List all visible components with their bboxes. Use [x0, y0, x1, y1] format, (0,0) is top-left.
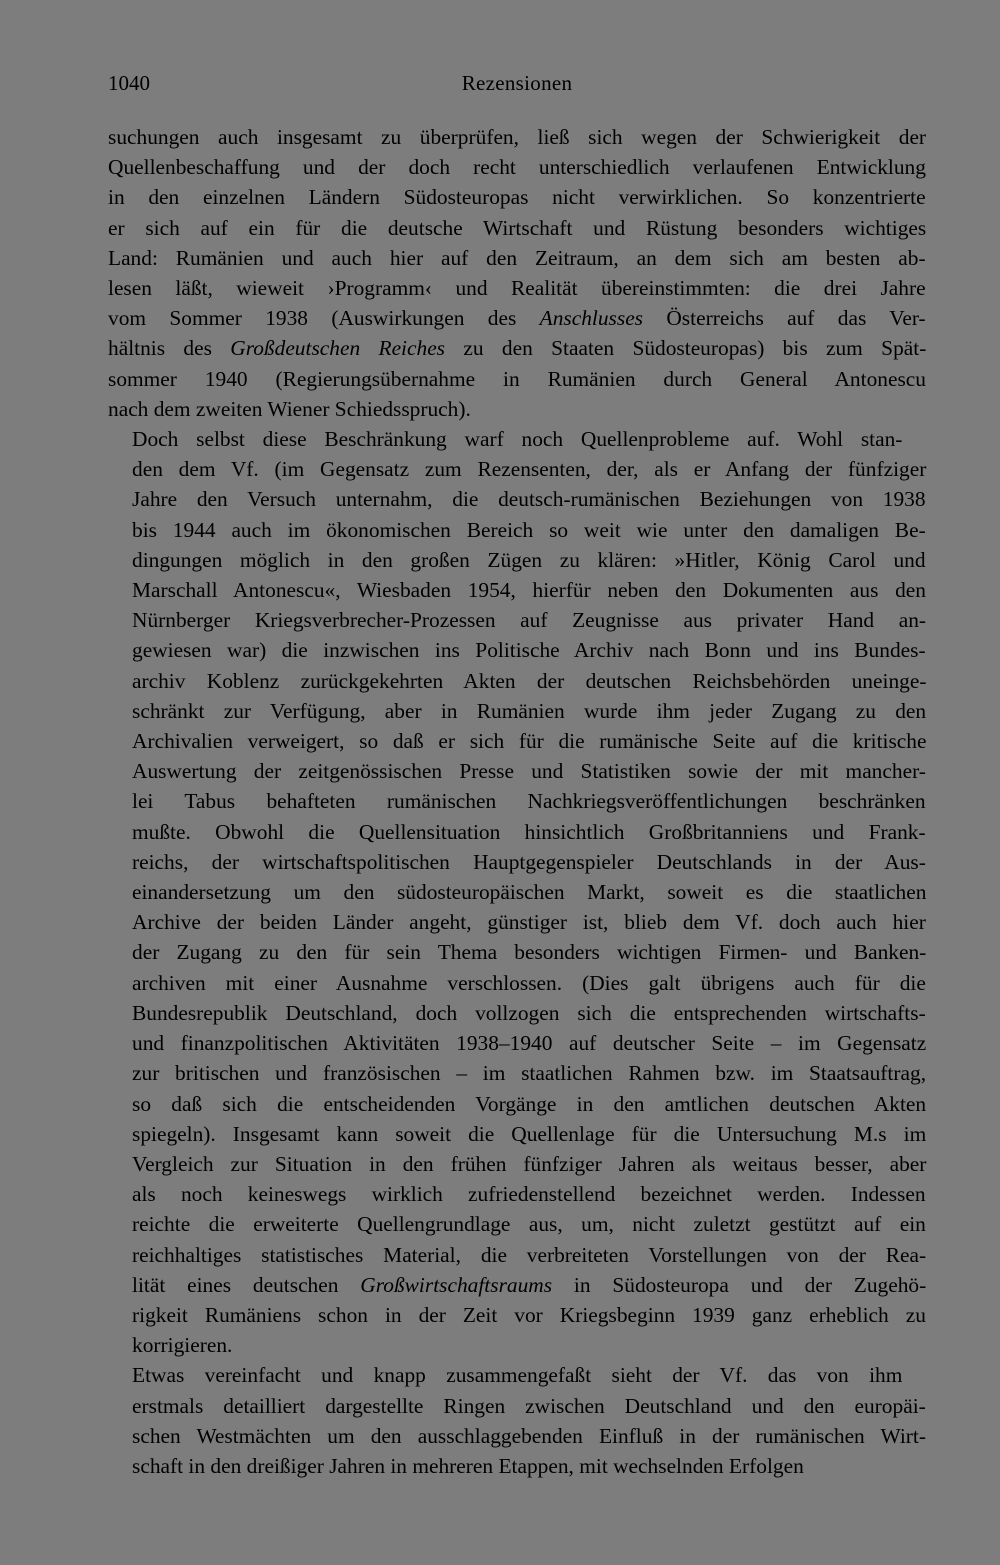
text-segment: Land: Rumänien und auch hier auf den Zeitraum, an dem sich am besten ab- [108, 245, 926, 270]
text-segment: zu den Staaten Südosteuropas) bis zum Spät- [445, 336, 927, 361]
text-segment: so daß sich die entscheidenden Vorgänge in den amtlichen deutschen Akten [132, 1091, 927, 1116]
text-segment: Archive der beiden Länder angeht, günstiger ist, blieb dem Vf. doch auch hier [132, 910, 926, 935]
text-segment: der Zugang zu den für sein Thema besonders wichtigen Firmen- und Banken- [132, 940, 927, 965]
text-line [108, 847, 926, 877]
text-line [108, 1209, 926, 1239]
text-segment: reichs, der wirtschaftspolitischen Hauptgegenspieler Deutschlands in der Aus- [132, 849, 926, 874]
text-segment: in Südosteuropa und der Zugehö- [552, 1272, 927, 1297]
text-line [108, 1360, 926, 1390]
text-segment: Marschall Antonescu«, Wiesbaden 1954, hierfür neben den Dokumenten aus den [132, 578, 926, 603]
text-segment: erstmals detailliert dargestellte Ringen zwischen Deutschland und den europäi- [132, 1393, 926, 1418]
text-line [108, 1270, 926, 1300]
text-segment: schaft in den dreißiger Jahren in mehreren Etappen, mit wechselnden Erfolgen [132, 1453, 804, 1478]
text-segment: rigkeit Rumäniens schon in der Zeit vor Kriegsbeginn 1939 ganz erheblich zu [132, 1302, 926, 1327]
text-segment: schränkt zur Verfügung, aber in Rumänien wurde ihm jeder Zugang zu den [132, 698, 927, 723]
text-line [108, 817, 926, 847]
text-segment: Quellenbeschaffung und der doch recht unterschiedlich verlaufenen Entwicklung [108, 155, 926, 180]
text-line [108, 968, 926, 998]
text-segment: vom Sommer 1938 (Auswirkungen des [108, 306, 540, 331]
text-segment: einandersetzung um den südosteuropäischen Markt, soweit es die staatlichen [132, 880, 927, 905]
text-segment: er sich auf ein für die deutsche Wirtschaft und Rüstung besonders wichtiges [108, 215, 927, 240]
text-line [108, 213, 926, 243]
text-segment: suchungen auch insgesamt zu überprüfen, ließ sich wegen der Schwierigkeit der [108, 125, 927, 149]
text-line [108, 243, 926, 273]
text-segment: schen Westmächten um den ausschlaggebenden Einfluß in der rumänischen Wirt- [132, 1423, 926, 1448]
text-line [108, 605, 926, 635]
text-line [108, 1119, 926, 1149]
text-segment: und finanzpolitischen Aktivitäten 1938–1940 auf deutscher Seite – im Gegensatz [132, 1031, 927, 1056]
text-line [108, 484, 926, 514]
text-segment: hältnis des [108, 336, 231, 361]
text-segment: sommer 1940 (Regierungsübernahme in Rumänien durch General Antonescu [108, 366, 926, 391]
text-line [108, 998, 926, 1028]
text-line [108, 696, 926, 726]
text-segment: archiv Koblenz zurückgekehrten Akten der deutschen Reichsbehörden uneinge- [132, 668, 927, 693]
text-segment: Jahre den Versuch unternahm, die deutsch-rumänischen Beziehungen von 1938 [132, 487, 926, 512]
document-page [108, 66, 926, 1481]
text-line [108, 1300, 926, 1330]
text-segment: reichhaltiges statistisches Material, die verbreiteten Vorstellungen von der Rea- [132, 1242, 927, 1267]
text-line [108, 515, 926, 545]
text-segment: dingungen möglich in den großen Zügen zu klären: »Hitler, König Carol und [132, 547, 926, 572]
text-segment: Auswertung der zeitgenössischen Presse und Statistiken sowie der mit mancher- [132, 759, 926, 784]
text-line [108, 907, 926, 937]
running-title: Rezensionen [461, 71, 573, 95]
paragraph [108, 424, 926, 1360]
text-line [108, 635, 926, 665]
text-segment: Österreichs auf das Ver- [643, 306, 926, 331]
text-segment: zur britischen und französischen – im staatlichen Rahmen bzw. im Staatsauftrag, [132, 1061, 927, 1086]
text-segment: Archivalien verweigert, so daß er sich für die rumänische Seite auf die kritische [132, 729, 927, 754]
text-line [108, 1058, 926, 1088]
text-line [108, 756, 926, 786]
italic-text: Anschlusses [539, 306, 644, 331]
text-segment: lesen läßt, wieweit ›Programm‹ und Realität übereinstimmten: die drei Jahre [108, 276, 926, 301]
text-line [108, 333, 926, 363]
text-line [108, 394, 926, 424]
text-segment: mußte. Obwohl die Quellensituation hinsichtlich Großbritanniens und Frank- [132, 819, 926, 844]
text-line [108, 1330, 926, 1360]
text-segment: in den einzelnen Ländern Südosteuropas nicht verwirklichen. So konzentrierte [108, 185, 926, 210]
text-line [108, 1149, 926, 1179]
text-segment: lität eines deutschen [132, 1272, 361, 1297]
text-line [108, 1451, 926, 1481]
text-segment: Bundesrepublik Deutschland, doch vollzogen sich die entsprechenden wirtschafts- [132, 1000, 926, 1025]
page-number: 1040 [108, 71, 150, 95]
body-text [108, 122, 926, 1481]
italic-text: Großdeutschen Reiches [230, 336, 446, 361]
text-line [108, 122, 926, 152]
text-segment: nach dem zweiten Wiener Schiedsspruch). [108, 396, 471, 421]
text-line [108, 182, 926, 212]
text-segment: gewiesen war) die inzwischen ins Politische Archiv nach Bonn und ins Bundes- [132, 638, 926, 663]
text-line [108, 424, 926, 454]
text-segment: lei Tabus behafteten rumänischen Nachkriegsveröffentlichungen beschränken [132, 789, 926, 814]
page-header [108, 66, 926, 100]
text-line [108, 726, 926, 756]
text-line [108, 545, 926, 575]
paragraph [108, 122, 926, 424]
italic-text: Großwirtschaftsraums [360, 1272, 553, 1297]
text-line [108, 877, 926, 907]
text-segment: Etwas vereinfacht und knapp zusammengefaßt sieht der Vf. das von ihm [132, 1363, 903, 1388]
text-line [108, 152, 926, 182]
text-line [108, 1240, 926, 1270]
text-segment: den dem Vf. (im Gegensatz zum Rezensenten, der, als er Anfang der fünfziger [132, 457, 927, 482]
text-line [108, 454, 926, 484]
text-segment: bis 1944 auch im ökonomischen Bereich so weit wie unter den damaligen Be- [132, 517, 926, 542]
text-line [108, 575, 926, 605]
text-segment: Nürnberger Kriegsverbrecher-Prozessen auf Zeugnisse aus privater Hand an- [132, 608, 927, 633]
text-line [108, 786, 926, 816]
text-segment: spiegeln). Insgesamt kann soweit die Quellenlage für die Untersuchung M.s im [132, 1121, 927, 1146]
text-line [108, 1391, 926, 1421]
text-segment: reichte die erweiterte Quellengrundlage aus, um, nicht zuletzt gestützt auf ein [132, 1212, 926, 1237]
text-segment: archiven mit einer Ausnahme verschlossen. (Dies galt übrigens auch für die [132, 970, 926, 995]
text-line [108, 1179, 926, 1209]
text-line [108, 1089, 926, 1119]
text-line [108, 666, 926, 696]
text-segment: Doch selbst diese Beschränkung warf noch Quellenprobleme auf. Wohl stan- [132, 427, 903, 452]
text-segment: als noch keineswegs wirklich zufriedenstellend bezeichnet werden. Indessen [132, 1182, 926, 1207]
text-segment: Vergleich zur Situation in den frühen fünfziger Jahren als weitaus besser, aber [132, 1151, 927, 1176]
text-line [108, 364, 926, 394]
text-line [108, 1028, 926, 1058]
text-segment: korrigieren. [132, 1333, 233, 1358]
text-line [108, 937, 926, 967]
text-line [108, 1421, 926, 1451]
text-line [108, 273, 926, 303]
text-line [108, 303, 926, 333]
paragraph [108, 1360, 926, 1481]
